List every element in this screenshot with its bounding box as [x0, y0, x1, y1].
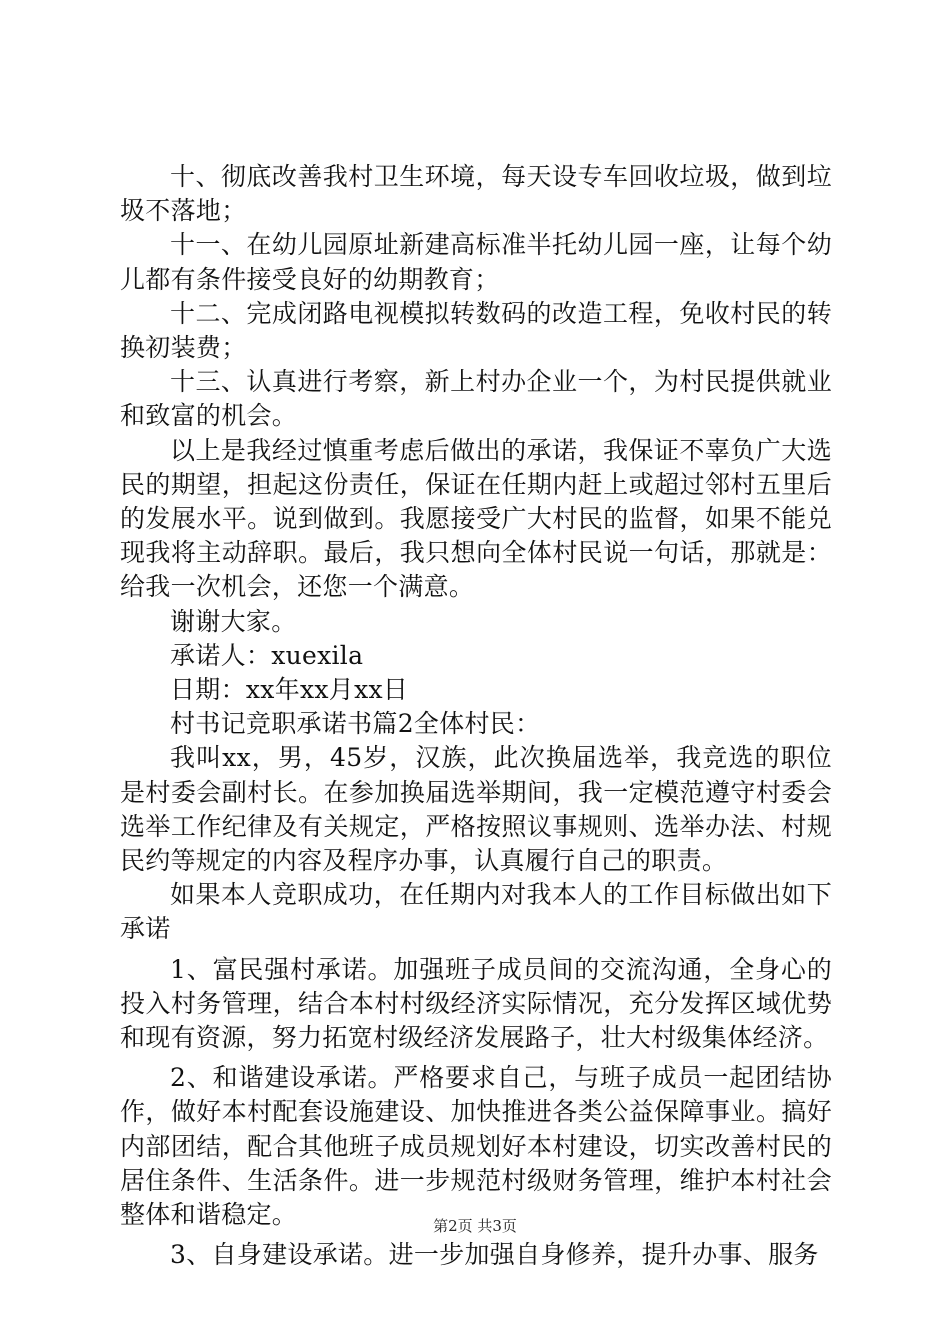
paragraph-item-12: 十二、完成闭路电视模拟转数码的改造工程，免收村民的转换初装费；: [120, 298, 832, 363]
paragraph-commitment-lead: 如果本人竞职成功，在任期内对我本人的工作目标做出如下承诺: [120, 880, 832, 944]
paragraph-commitment-3: 3、自身建设承诺。进一步加强自身修养，提升办事、服务: [170, 1240, 819, 1270]
section-heading: 村书记竞职承诺书篇2全体村民：: [170, 709, 541, 739]
paragraph-intro: 我叫xx，男，45岁，汉族，此次换届选举，我竞选的职位是村委会副村长。在参加换届选举期间，我一定模范遵守村委会选举工作纪律及有关规定，严格按照议事规则、选举办法、村规民约等规定的内容及程序办事，认真履行自己的职责。: [120, 743, 832, 876]
paragraph-item-13: 十三、认真进行考察，新上村办企业一个，为村民提供就业和致富的机会。: [120, 367, 832, 431]
paragraph-item-10: 十、彻底改善我村卫生环境，每天设专车回收垃圾，做到垃圾不落地；: [120, 162, 832, 226]
paragraph-date: 日期：xx年xx月xx日: [170, 675, 409, 705]
page-footer: 第2页 共3页: [433, 1217, 517, 1235]
paragraph-signer: 承诺人：xuexila: [170, 640, 364, 670]
document-body: [120, 160, 832, 1273]
paragraph-commitment-1: 1、富民强村承诺。加强班子成员间的交流沟通，全身心的投入村务管理，结合本村村级经济实际情况，充分发挥区域优势和现有资源，努力拓宽村级经济发展路子，壮大村级集体经济。: [120, 954, 832, 1053]
paragraph-summary: 以上是我经过慎重考虑后做出的承诺，我保证不辜负广大选民的期望，担起这份责任，保证在任期内赶上或超过邻村五里后的发展水平。说到做到。我愿接受广大村民的监督，如果不能兑现我将主动辞职。最后，我只想向全体村民说一句话，那就是：给我一次机会，还您一个满意。: [120, 435, 832, 602]
paragraph-item-11: 十一、在幼儿园原址新建高标准半托幼儿园一座，让每个幼儿都有条件接受良好的幼期教育；: [120, 230, 832, 294]
paragraph-thanks: 谢谢大家。: [170, 606, 297, 636]
paragraph-commitment-2: 2、和谐建设承诺。严格要求自己，与班子成员一起团结协作，做好本村配套设施建设、加快推进各类公益保障事业。搞好内部团结，配合其他班子成员规划好本村建设，切实改善村民的居住条件、生活条件。进一步规范村级财务管理，维护本村社会整体和谐稳定。: [120, 1063, 832, 1230]
